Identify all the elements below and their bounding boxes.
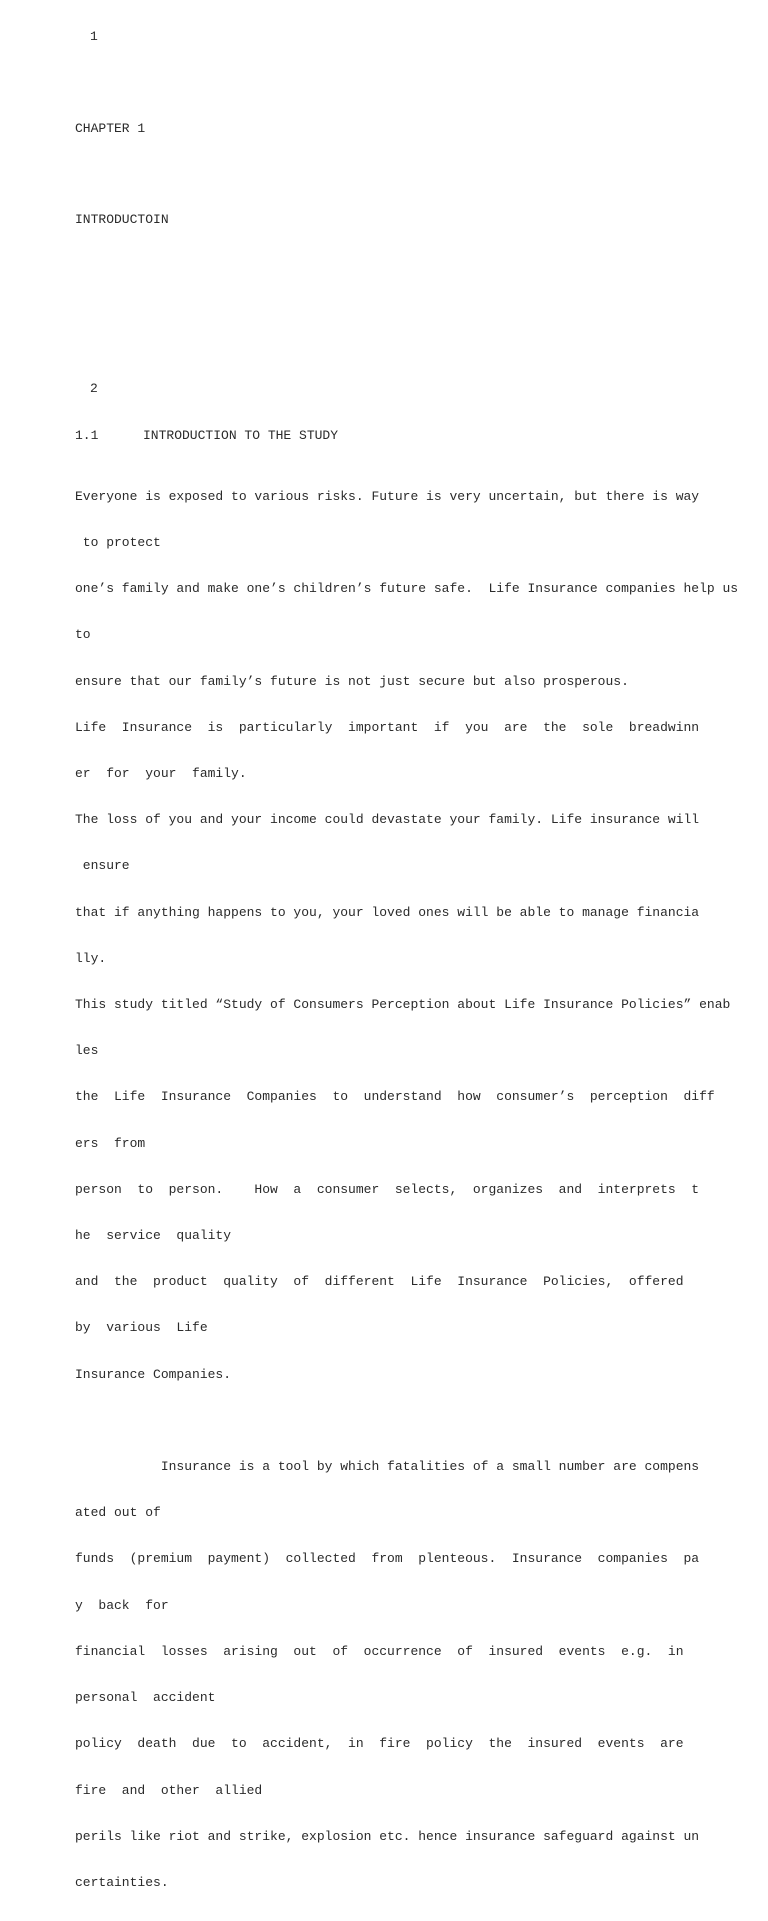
paragraph-line: policy death due to accident, in fire policy the insured events are [75, 1736, 684, 1752]
paragraph-line: one’s family and make one’s children’s future safe. Life Insurance companies help us [75, 581, 739, 597]
paragraph-line: Everyone is exposed to various risks. Future is very uncertain, but there is way [75, 488, 700, 504]
paragraph-line: funds (premium payment) collected from plenteous. Insurance companies pa [75, 1551, 700, 1567]
paragraph-line: to [75, 627, 91, 643]
paragraph-line: This study titled “Study of Consumers Perception about Life Insurance Policies” enab [75, 997, 731, 1013]
paragraph-line: that if anything happens to you, your loved ones will be able to manage financia [75, 904, 700, 920]
paragraph-line: certainties. [75, 1874, 169, 1890]
paragraph-line: by various Life [75, 1320, 208, 1336]
section-title: INTRODUCTION TO THE STUDY [143, 428, 339, 443]
section-number: 1.1 [75, 428, 99, 443]
paragraph-line: person to person. How a consumer selects, organizes and interprets t [75, 1181, 700, 1197]
paragraph-line: lly. [75, 950, 107, 966]
chapter-title: INTRODUCTOIN [75, 212, 169, 227]
page-number-1: 1 [90, 29, 98, 44]
paragraph-line: ers from [75, 1135, 146, 1151]
paragraph-line: Insurance is a tool by which fatalities of a small number are compens [75, 1459, 700, 1475]
paragraph-line: ated out of [75, 1505, 161, 1521]
paragraph-line: perils like riot and strike, explosion etc. hence insurance safeguard against un [75, 1828, 700, 1844]
paragraph-line: fire and other allied [75, 1782, 263, 1798]
paragraph-line: The loss of you and your income could devastate your family. Life insurance will [75, 812, 700, 828]
paragraph-line: financial losses arising out of occurrence of insured events e.g. in [75, 1643, 684, 1659]
paragraph-line: and the product quality of different Life Insurance Policies, offered [75, 1274, 684, 1290]
paragraph-line: the Life Insurance Companies to understand how consumer’s perception diff [75, 1089, 715, 1105]
chapter-heading: CHAPTER 1 [75, 121, 146, 136]
paragraph-line: er for your family. [75, 766, 247, 782]
page-number-2: 2 [90, 381, 98, 396]
paragraph-line: Life Insurance is particularly important if you are the sole breadwinn [75, 719, 700, 735]
paragraph-gap [75, 1413, 738, 1428]
paragraph-line: les [75, 1043, 99, 1059]
paragraph-line: personal accident [75, 1690, 216, 1706]
paragraph-line: Insurance Companies. [75, 1366, 232, 1382]
body-text [75, 458, 738, 1921]
paragraph-line: he service quality [75, 1228, 232, 1244]
paragraph-line: ensure that our family’s future is not just secure but also prosperous. [75, 673, 629, 689]
paragraph-line: to protect [75, 535, 161, 551]
paragraph-line: y back for [75, 1597, 169, 1613]
paragraph-line: ensure [75, 858, 130, 874]
